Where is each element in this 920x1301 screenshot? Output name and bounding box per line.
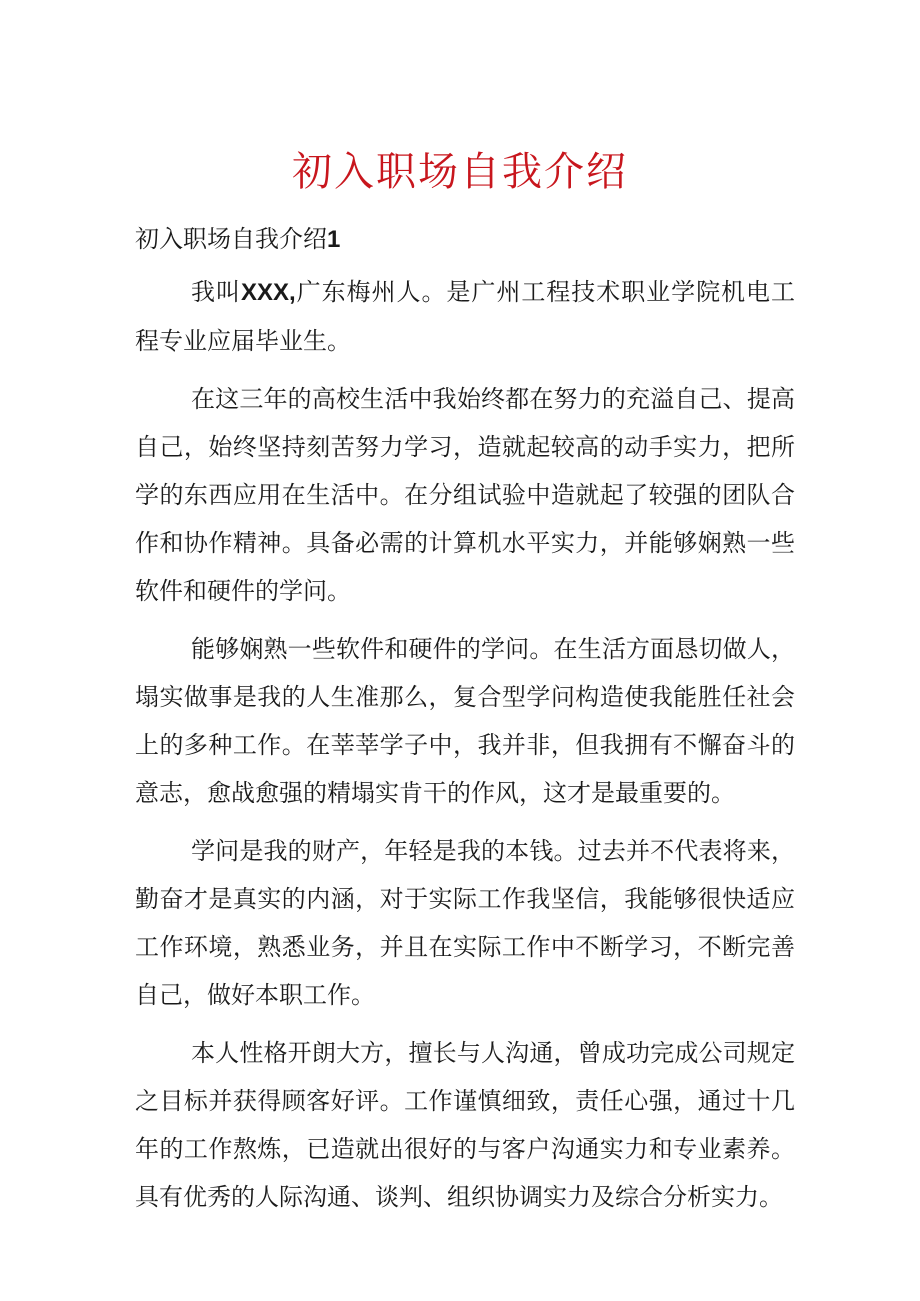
section-heading-text: 初入职场自我介绍 bbox=[135, 225, 327, 253]
paragraph-knowledge: 学问是我的财产，年轻是我的本钱。过去并不代表将来，勤奋才是真实的内涵，对于实际工作我坚信，我能够很快适应工作环境，熟悉业务，并且在实际工作中不断学习，不断完善自己，做好本职工作。 bbox=[135, 837, 795, 1009]
intro-name: XXX, bbox=[240, 279, 296, 306]
paragraph-attitude: 能够娴熟一些软件和硬件的学问。在生活方面恳切做人，塌实做事是我的人生准那么，复合型学问构造使我能胜任社会上的多种工作。在莘莘学子中，我并非，但我拥有不懈奋斗的意志，愈战愈强的精塌实肯干的作风，这才是最重要的。 bbox=[135, 635, 795, 807]
paragraph-college-life: 在这三年的高校生活中我始终都在努力的充溢自己、提高自己，始终坚持刻苦努力学习，造就起较高的动手实力，把所学的东西应用在生活中。在分组试验中造就起了较强的团队合作和协作精神。具备必需的计算机水平实力，并能够娴熟一些软件和硬件的学问。 bbox=[135, 385, 795, 605]
paragraph-intro bbox=[135, 268, 795, 365]
intro-prefix: 我叫 bbox=[191, 278, 241, 306]
document-title: 初入职场自我介绍 bbox=[292, 149, 628, 195]
section-heading bbox=[135, 224, 340, 255]
intro-rest: 广东梅州人。是广州工程技术职业学院机电工程专业应届毕业生。 bbox=[135, 278, 795, 355]
paragraph-personality: 本人性格开朗大方，擅长与人沟通，曾成功完成公司规定之目标并获得顾客好评。工作谨慎细致，责任心强，通过十几年的工作熬炼，已造就出很好的与客户沟通实力和专业素养。具有优秀的人际沟通、谈判、组织协调实力及综合分析实力。 bbox=[135, 1039, 795, 1211]
section-heading-number: 1 bbox=[327, 226, 341, 253]
body-text bbox=[135, 268, 795, 1231]
